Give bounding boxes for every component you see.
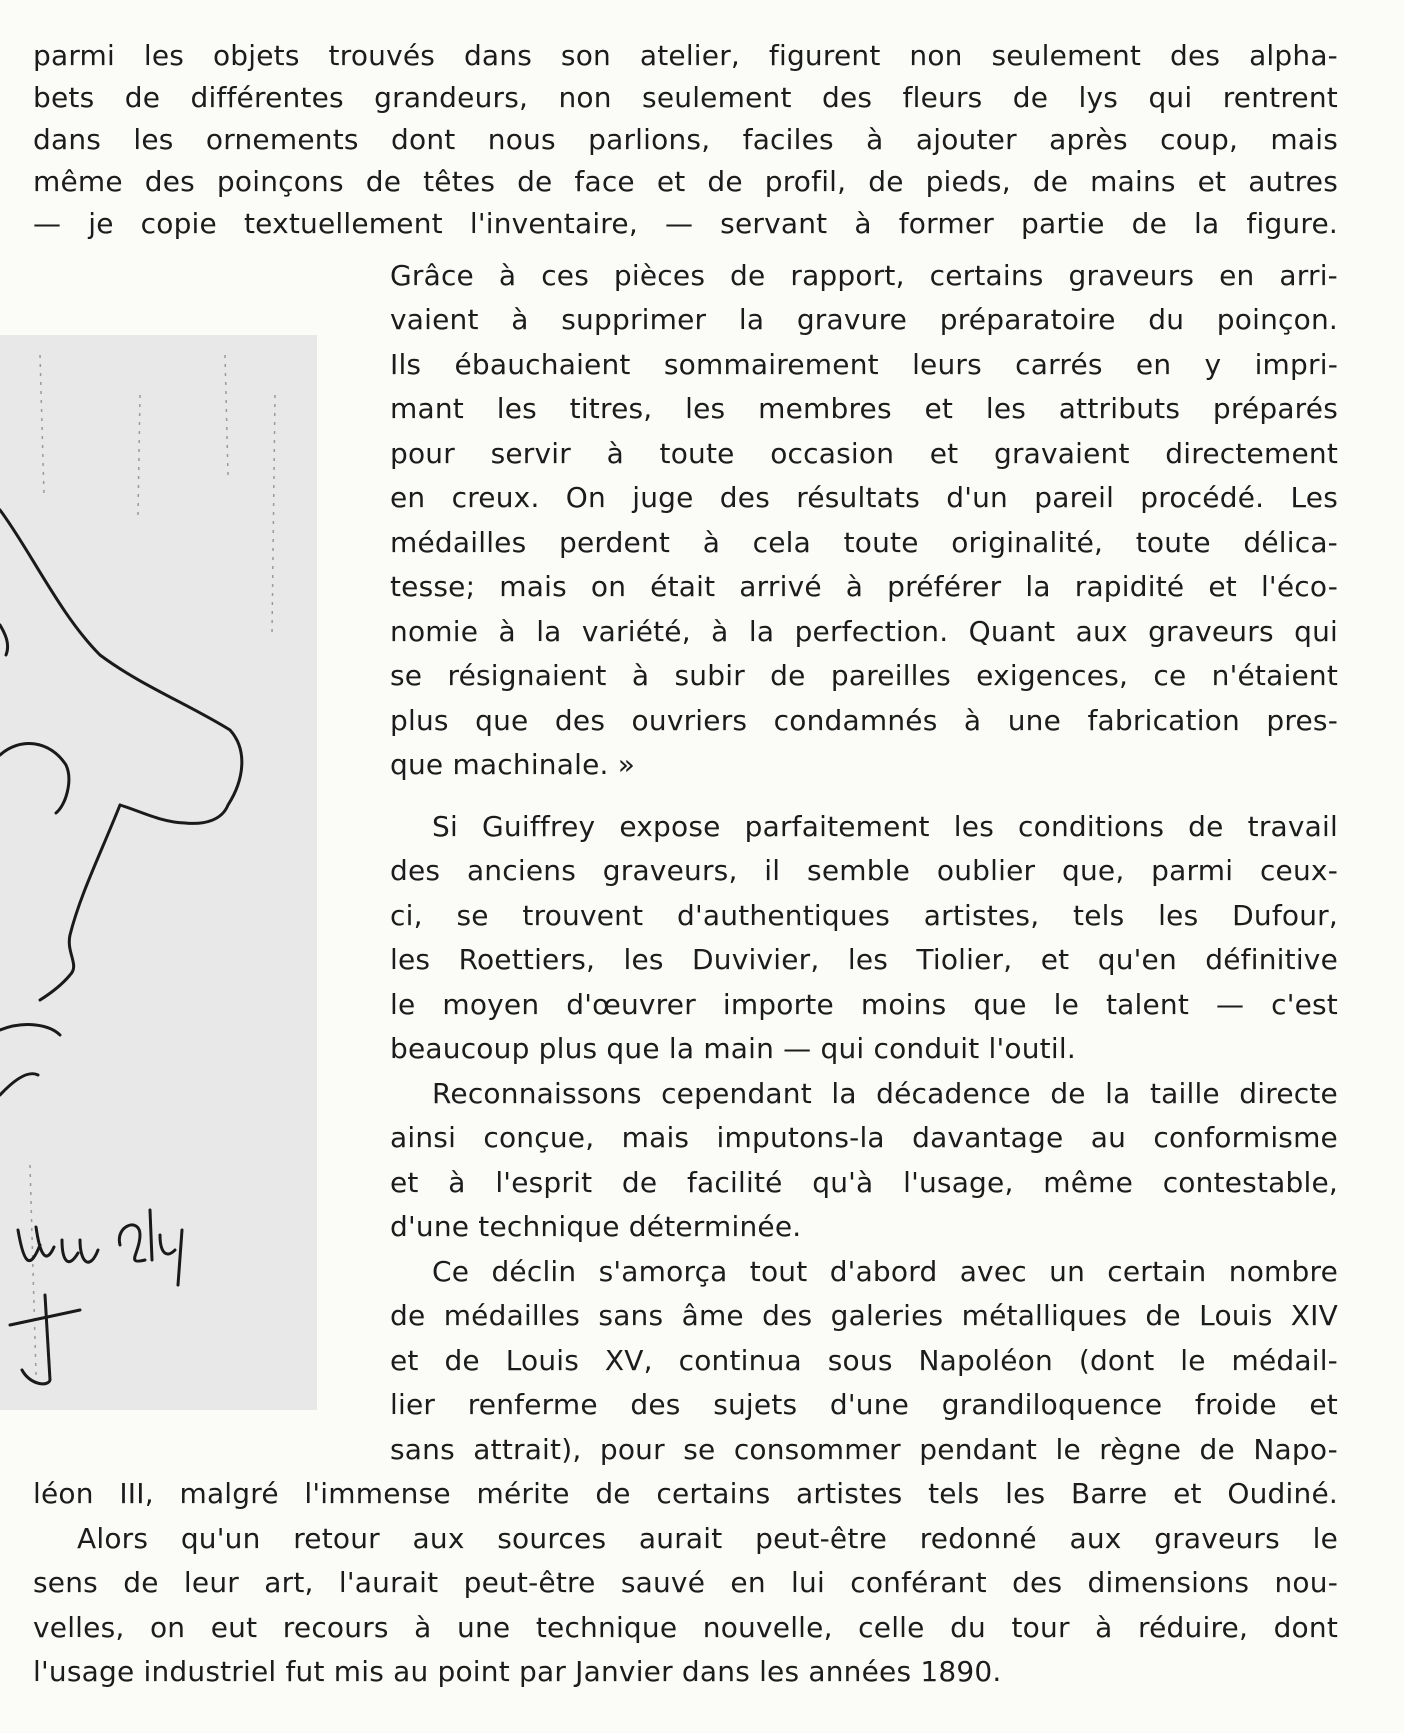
text-line: que machinale. » [390, 748, 636, 781]
text-line: Ce déclin s'amorça tout d'abord avec un certain nombre [432, 1255, 1338, 1288]
text-line: sens de leur art, l'aurait peut-être sauvé en lui conférant des dimensions nou- [33, 1566, 1338, 1599]
text-line: vaient à supprimer la gravure préparatoire du poinçon. [390, 303, 1338, 336]
text-line: Grâce à ces pièces de rapport, certains graveurs en arri- [390, 259, 1338, 292]
text-line: — je copie textuellement l'inventaire, — servant à former partie de la figure. [33, 207, 1338, 240]
text-line: se résignaient à subir de pareilles exigences, ce n'étaient [390, 659, 1338, 692]
text-line: léon III, malgré l'immense mérite de certains artistes tels les Barre et Oudiné. [33, 1477, 1338, 1510]
text-line: velles, on eut recours à une technique nouvelle, celle du tour à réduire, dont [33, 1611, 1338, 1644]
text-line: Ils ébauchaient sommairement leurs carrés en y impri- [390, 348, 1338, 381]
text-line: sans attrait), pour se consommer pendant le règne de Napo- [390, 1433, 1338, 1466]
text-line: médailles perdent à cela toute originalité, toute délica- [390, 526, 1338, 559]
text-line: plus que des ouvriers condamnés à une fabrication pres- [390, 704, 1338, 737]
text-line: ci, se trouvent d'authentiques artistes, tels les Dufour, [390, 899, 1338, 932]
text-line: mant les titres, les membres et les attributs préparés [390, 392, 1338, 425]
text-line: en creux. On juge des résultats d'un pareil procédé. Les [390, 481, 1338, 514]
profile-sketch-icon [0, 335, 317, 1410]
text-line: et à l'esprit de facilité qu'à l'usage, même contestable, [390, 1166, 1338, 1199]
text-line: tesse; mais on était arrivé à préférer la rapidité et l'éco- [390, 570, 1338, 603]
text-line: Reconnaissons cependant la décadence de la taille directe [432, 1077, 1338, 1110]
text-line: l'usage industriel fut mis au point par Janvier dans les années 1890. [33, 1655, 1002, 1688]
sketch-illustration [0, 335, 317, 1410]
text-line: pour servir à toute occasion et gravaient directement [390, 437, 1338, 470]
text-line: le moyen d'œuvrer importe moins que le talent — c'est [390, 988, 1338, 1021]
text-line: les Roettiers, les Duvivier, les Tiolier, et qu'en définitive [390, 943, 1338, 976]
text-line: parmi les objets trouvés dans son atelier, figurent non seulement des alpha- [33, 39, 1338, 72]
text-line: d'une technique déterminée. [390, 1210, 802, 1243]
text-line: nomie à la variété, à la perfection. Quant aux graveurs qui [390, 615, 1338, 648]
text-line: dans les ornements dont nous parlions, faciles à ajouter après coup, mais [33, 123, 1338, 156]
text-line: bets de différentes grandeurs, non seulement des fleurs de lys qui rentrent [33, 81, 1338, 114]
text-line: Alors qu'un retour aux sources aurait peut-être redonné aux graveurs le [77, 1522, 1338, 1555]
text-line: beaucoup plus que la main — qui conduit l'outil. [390, 1032, 1076, 1065]
text-line: même des poinçons de têtes de face et de profil, de pieds, de mains et autres [33, 165, 1338, 198]
text-line: Si Guiffrey expose parfaitement les conditions de travail [432, 810, 1338, 843]
text-line: ainsi conçue, mais imputons-la davantage au conformisme [390, 1121, 1338, 1154]
text-line: lier renferme des sujets d'une grandiloquence froide et [390, 1388, 1338, 1421]
text-line: des anciens graveurs, il semble oublier que, parmi ceux- [390, 854, 1338, 887]
text-line: de médailles sans âme des galeries métalliques de Louis XIV [390, 1299, 1338, 1332]
text-line: et de Louis XV, continua sous Napoléon (dont le médail- [390, 1344, 1338, 1377]
